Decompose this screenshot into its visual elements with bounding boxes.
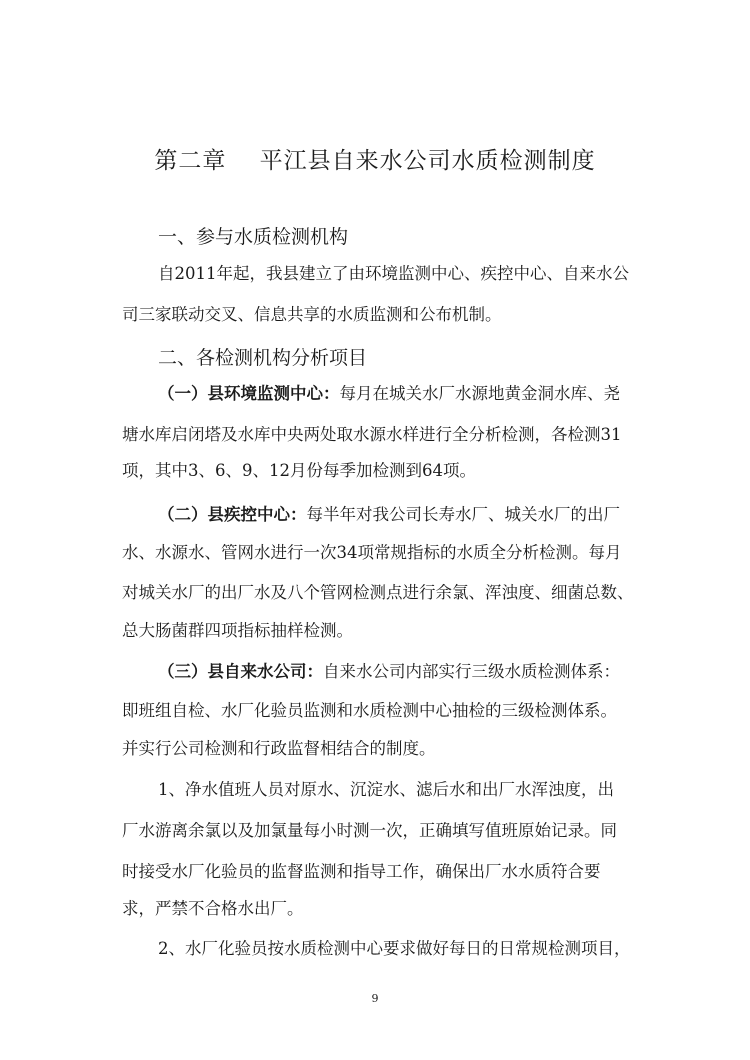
- section2-heading: 二、各检测机构分析项目: [158, 347, 368, 369]
- item3-line-1: 自来水公司内部实行三级水质检测体系：: [323, 662, 620, 681]
- item2-line-4: 总大肠菌群四项指标抽样检测。: [122, 621, 353, 640]
- item3-line-2: 即班组自检、水厂化验员监测和水质检测中心抽检的三级检测体系。: [122, 701, 617, 720]
- item2-line-2: 水、水源水、管网水进行一次34项常规指标的水质全分析检测。每月: [122, 543, 622, 562]
- section1-heading: 一、参与水质检测机构: [158, 226, 349, 248]
- item2-line-3: 对城关水厂的出厂水及八个管网检测点进行余氯、浑浊度、细菌总数、: [122, 583, 634, 602]
- point1-line-2: 厂水游离余氯以及加氯量每小时测一次，正确填写值班原始记录。同: [122, 821, 617, 840]
- item2-line-1: 每半年对我公司长寿水厂、城关水厂的出厂: [306, 505, 620, 524]
- item2-first-line: [158, 501, 620, 525]
- point1-line-4: 求，严禁不合格水出厂。: [122, 899, 304, 918]
- item1-label: （一）县环境监测中心：: [158, 384, 340, 403]
- item1-line-3: 项，其中3、6、9、12月份每季加检测到64项。: [122, 461, 476, 480]
- item2-label: （二）县疾控中心：: [158, 505, 307, 524]
- item1-first-line: [158, 380, 620, 404]
- section1-line-1: 自2011年起，我县建立了由环境监测中心、疾控中心、自来水公: [158, 264, 629, 283]
- page-number: 9: [371, 992, 379, 1005]
- item1-line-1: 每月在城关水厂水源地黄金洞水库、尧: [339, 384, 620, 403]
- point2-line-1: 2、水厂化验员按水质检测中心要求做好每日的日常规检测项目，: [158, 939, 631, 958]
- point1-line-3: 时接受水厂化验员的监督监测和指导工作，确保出厂水水质符合要: [122, 862, 601, 881]
- chapter-title: 第二章 平江县自来水公司水质检测制度: [154, 148, 596, 174]
- item3-label: （三）县自来水公司：: [158, 662, 323, 681]
- point1-line-1: 1、净水值班人员对原水、沉淀水、滤后水和出厂水浑浊度，出: [158, 780, 614, 799]
- item3-line-3: 并实行公司检测和行政监督相结合的制度。: [122, 739, 436, 758]
- item1-line-2: 塘水库启闭塔及水库中央两处取水源水样进行全分析检测，各检测31: [122, 425, 622, 444]
- item3-first-line: [158, 658, 620, 682]
- section1-line-2: 司三家联动交叉、信息共享的水质监测和公布机制。: [122, 305, 502, 324]
